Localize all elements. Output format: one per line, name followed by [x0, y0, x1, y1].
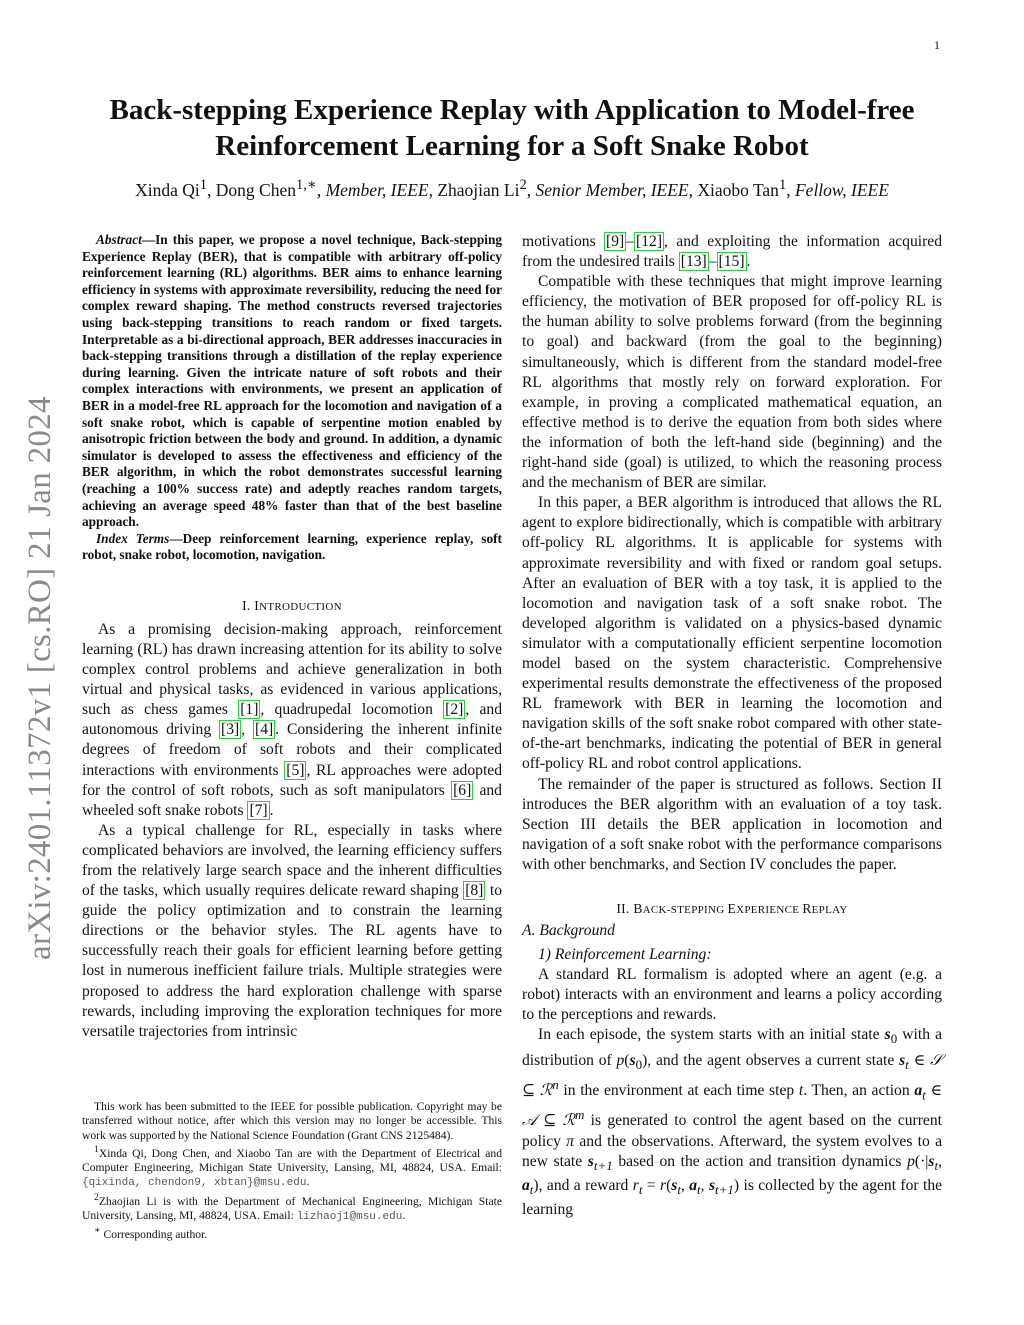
author-role: Senior Member, IEEE	[535, 179, 689, 200]
affiliation-mark: 1	[778, 177, 787, 193]
citation-link[interactable]: [5]	[286, 761, 305, 779]
footnote-submission: This work has been submitted to the IEEE for possible publication. Copyright may be transferred without notice, after which this version may no longer be accessible. This work was supported by the National Science Foundation (Grant CNS 2125484).	[82, 1100, 502, 1142]
intro-paragraph-5: The remainder of the paper is structured as follows. Section II introduces the BER algorithm with an evaluation of a toy task. Section III details the BER application in locomotion and navigation of a soft snake robot with the performance comparisons with other benchmarks, and Section IV concludes the paper.	[522, 775, 942, 873]
email-address[interactable]: lizhaoj1@msu.edu	[296, 1210, 403, 1223]
author-line: Xinda Qi$^1$, Dong Chen$^{1,∗}$, Member, IEEE, Zhaojian Li$^2$, Senior Member, IEEE, Xiaobo Tan$^1$, Fellow, IEEE	[135, 177, 889, 200]
affiliation-mark: 1,∗	[295, 177, 317, 193]
intro-paragraph-2: As a typical challenge for RL, especially in tasks where complicated behaviors are involved, the learning efficiency suffers from the relatively large search space and the inherent difficulties of the tasks, which usually requires delicate reward shaping [8] to guide the policy optimization and to constrain the learning directions or the behavior styles. The RL agents have to successfully reach their goals for efficient learning before getting lost in numerous inefficient failure trials. Multiple strategies were proposed to address the hard exploration challenge with sparse rewards, including improving the exploration techniques for more versatile trajectories from intrinsic	[82, 821, 502, 1040]
rl-paragraph-2: In each episode, the system starts with an initial state $s_0$ with a distribution of $p(s_0)$, and the agent observes a current state $s_t$ ∈ 𝒮 ⊆ ℛ$^n$ in the environment at each time step t. Then, an action $a_t$ ∈ 𝒜 ⊆ ℛ$^m$ is generated to control the agent based on the current policy π and the observations. Afterward, the system evolves to a new state $s_{t+1}$ based on the action and transition dynamics $p(\cdot|s_t$, $a_t$), and a reward $r_t = r(s_t$, $a_t$, $s_{t+1}$) is collected by the agent for the learning	[522, 1026, 943, 1219]
citation-link[interactable]: [13]	[680, 253, 707, 271]
index-terms	[82, 531, 502, 564]
paper-title: Back-stepping Experience Replay with Application to Model-free Reinforcement Learning for a Soft Snake Robot	[109, 94, 915, 162]
abstract	[82, 232, 502, 531]
section-heading-ber: II. BACK-STEPPING EXPERIENCE REPLAY	[616, 901, 848, 916]
arxiv-identifier: arXiv:2401.11372v1 [cs.RO] 21 Jan 2024	[22, 396, 58, 960]
affiliation-mark: 2	[519, 177, 527, 193]
author-role: Fellow, IEEE	[794, 179, 889, 200]
citation-link[interactable]: [9]	[606, 233, 625, 250]
subsection-heading-background: A. Background	[522, 922, 615, 939]
citation-link[interactable]: [8]	[465, 882, 484, 900]
footnote-affiliation-2: $^2$Zhaojian Li is with the Department of Mechanical Engineering, Michigan State University, Lansing, MI, 48824, USA. Email: lizhaoj1@msu.edu.	[82, 1191, 502, 1223]
affiliation-mark: 1	[199, 177, 208, 193]
section-title-cap: I	[254, 597, 260, 613]
index-terms-label: Index Terms	[96, 530, 170, 546]
author-name: Dong Chen	[215, 179, 296, 200]
footnotes	[82, 1100, 502, 1242]
citation-link[interactable]: [12]	[636, 233, 663, 250]
email-address[interactable]: {qixinda, chendon9, xbtan}@msu.edu	[82, 1177, 307, 1190]
section-title-rest: NTRODUCTION	[259, 600, 342, 613]
intro-paragraph-1: As a promising decision-making approach, reinforcement learning (RL) has drawn increasing attention for its ability to solve complex control problems and achieve generalization in both virtual and physical tasks, as evidenced in various applications, such as chess games [1] , quadrupedal locomotion [2] , and autonomous driving [3] , [4] . Considering the inherent infinite degrees of freedom of soft robots and their complicated interactions with environments [5] , RL approaches were adopted for the control of soft robots, such as soft manipulators [6] and wheeled soft snake robots [7] .	[82, 620, 503, 819]
section-number: I.	[242, 597, 255, 613]
abstract-label: Abstract	[96, 232, 142, 247]
author-name: Zhaojian Li	[437, 179, 520, 200]
intro-paragraph-2-continued: motivations [9] – [12] , and exploiting the information acquired from the undesired trails [13] – [15] .	[522, 233, 942, 271]
citation-link[interactable]: [1]	[240, 701, 259, 719]
page-number: 1	[934, 38, 940, 52]
footnote-affiliation-1: $^1$Xinda Qi, Dong Chen, and Xiaobo Tan are with the Department of Electrical and Computer Engineering, Michigan State University, Lansing, MI, 48824, USA. Email:{qixinda, chendon9, xbtan}@msu.edu.	[82, 1143, 502, 1190]
index-terms-text: —Deep reinforcement learning, experience replay, soft robot, snake robot, locomotion, navigation.	[82, 530, 502, 563]
left-column	[82, 232, 502, 1042]
author-name: Xinda Qi	[135, 179, 200, 200]
intro-paragraph-3: Compatible with these techniques that might improve learning efficiency, the motivation of BER proposed for off-policy RL is the human ability to solve problems forward (from the beginning to goal) and backward (from the goal to the beginning) simultaneously, which is different from the standard model-free RL algorithms that mostly rely on forward exploration. For example, in proving a complicated mathematical equation, an effective method is to derive the equation from both sides where the information of both the left-hand side (beginning) and the right-hand side (goal) is utilized, to which the reasoning process and the mechanism of BER are similar.	[522, 273, 942, 492]
citation-link[interactable]: [3]	[221, 721, 240, 739]
subsubsection-heading-rl: 1) Reinforcement Learning:	[538, 946, 712, 964]
author-role: Member, IEEE	[325, 179, 429, 200]
right-column	[522, 232, 942, 1220]
citation-link[interactable]: [4]	[255, 721, 274, 739]
rl-paragraph-1: A standard RL formalism is adopted where an agent (e.g. a robot) interacts with an environment and learns a policy according to the perceptions and rewards.	[522, 966, 942, 1024]
citation-link[interactable]: [6]	[453, 781, 472, 799]
citation-link[interactable]: [15]	[718, 253, 745, 271]
footnote-corresponding: ∗ Corresponding author.	[94, 1225, 208, 1241]
abstract-text: —In this paper, we propose a novel technique, Back-stepping Experience Replay (BER), that is compatible with arbitrary off-policy reinforcement learning (RL) algorithms. BER aims to enhance learning efficiency in systems with approximate reversibility, reducing the need for complex reward shaping. The method constructs reversed trajectories using back-stepping transitions to reach random or fixed targets. Interpretable as a bi-directional approach, BER addresses inaccuracies in back-stepping transitions through a distillation of the replay experience during learning. Given the intricate nature of soft robots and their complex interactions with environments, we present an application of BER in a model-free RL approach for the locomotion and navigation of a soft snake robot, which is capable of serpentine motion enabled by anisotropic friction between the body and ground. In addition, a dynamic simulator is developed to assess the effectiveness and efficiency of the BER algorithm, in which the robot demonstrates successful learning (reaching a 100% success rate) and adeptly reaches random targets, achieving an average speed 48% faster than that of the best baseline approach.	[82, 232, 502, 530]
citation-link[interactable]: [2]	[445, 701, 464, 719]
author-name: Xiaobo Tan	[697, 179, 779, 200]
section-heading-introduction	[82, 598, 502, 614]
intro-paragraph-4: In this paper, a BER algorithm is introduced that allows the RL agent to explore bidirectionally, which is compatible with arbitrary off-policy RL algorithms. It is applicable for systems with approximate reversibility and with fixed or random goal setups. After an evaluation of BER with a toy task, it is applied to the locomotion and navigation task of a soft snake robot. The developed algorithm is validated on a physics-based dynamic simulator with a computationally efficient serpentine locomotion model based on the system characteristic. Comprehensive experimental results demonstrate the effectiveness of the proposed RL framework with BER in learning the locomotion and navigation skills of the soft snake robot compared with other state-of-the-art benchmarks, indicating the potential of BER in general off-policy RL and robot control applications.	[522, 494, 942, 773]
citation-link[interactable]: [7]	[249, 801, 268, 819]
